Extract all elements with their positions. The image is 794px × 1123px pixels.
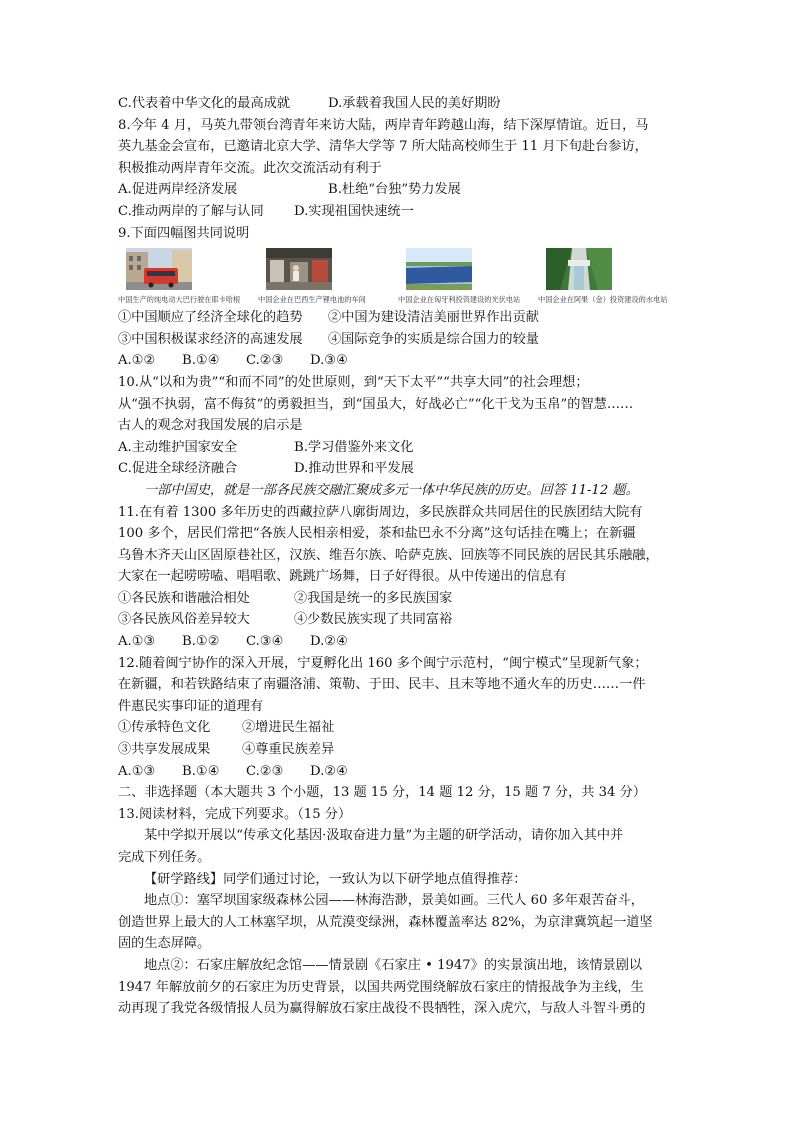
q11-stem-2: 100 多个，居民们常把“各族人民相亲相爱，茶和盐巴永不分离”这句话挂在嘴上；在新疆	[118, 526, 636, 542]
q10-options-cd	[118, 458, 678, 480]
figure-factory	[258, 248, 390, 305]
option-c: C.推动两岸的了解与认同	[118, 203, 264, 219]
q8-options-cd	[118, 201, 678, 223]
choice-d: D.②④	[310, 634, 348, 650]
q11-stem-3: 乌鲁木齐天山区固原巷社区，汉族、维吾尔族、哈萨克族、回族等不同民族的居民其乐融融，	[118, 547, 659, 563]
page-content	[118, 93, 678, 1020]
option-a: A.主动维护国家安全	[118, 439, 238, 455]
q9-stem: 9.下面四幅图共同说明	[118, 225, 250, 241]
choice-d: D.②④	[310, 763, 348, 779]
q10-options-ab	[118, 437, 678, 459]
option-2: ②中国为建设清洁美丽世界作出贡献	[328, 310, 539, 326]
q9-options-12	[118, 307, 678, 329]
q10-stem-2: 从“强不执弱，富不侮贫”的勇毅担当，到“国虽大，好战必亡”“化干戈为玉帛”的智慧……	[118, 396, 634, 412]
q12-stem-1: 12.随着闽宁协作的深入开展，宁夏孵化出 160 多个闽宁示范村，“闽宁模式”呈现新气象；	[118, 655, 648, 671]
q8-stem-3: 积极推动两岸青年交流。此次交流活动有利于	[118, 160, 382, 176]
option-3: ③中国积极谋求经济的高速发展	[118, 331, 303, 347]
option-b: B.杜绝“台独”势力发展	[328, 182, 461, 198]
q11-options-34	[118, 609, 678, 631]
q13-para-1: 某中学拟开展以“传承文化基因·汲取奋进力量”为主题的研学活动，请你加入其中并	[144, 828, 624, 844]
option-b: B.学习借鉴外来文化	[294, 439, 414, 455]
q7-options-cd	[118, 93, 678, 115]
choice-c: C.②③	[246, 763, 284, 779]
choice-a: A.①③	[118, 634, 156, 650]
q12-options-34	[118, 739, 678, 761]
option-4: ④尊重民族差异	[242, 742, 335, 758]
q13-para-3-cont: 创造世界上最大的人工林塞罕坝，从荒漠变绿洲，森林覆盖率达 82%，为京津冀筑起一道坚	[118, 914, 653, 930]
q13-para-4-cont: 1947 年解放前夕的石家庄为历史背景，以国共两党围绕解放石家庄的情报战争为主线，生	[118, 979, 644, 995]
figure-solar	[398, 248, 530, 305]
option-2: ②增进民生福祉	[242, 720, 335, 736]
option-3: ③各民族风俗差异较大	[118, 612, 250, 628]
q13-para-3-end: 固的生态屏障。	[118, 936, 211, 952]
option-d: D.推动世界和平发展	[294, 461, 414, 477]
q11-options-12	[118, 588, 678, 610]
q12-stem-3: 件惠民实事印证的道理有	[118, 698, 264, 714]
factory-workshop-photo-icon	[266, 248, 332, 290]
q8-options-ab	[118, 179, 678, 201]
option-1: ①中国顺应了经济全球化的趋势	[118, 310, 303, 326]
option-4: ④国际竞争的实质是综合国力的较量	[328, 331, 539, 347]
q10-stem-1: 10.从“以和为贵”“和而不同”的处世原则，到“天下太平”“共享大同”的社会理想；	[118, 374, 589, 390]
choice-a: A.①②	[118, 353, 156, 369]
figure-caption: 中国生产的纯电动大巴行驶在耶卡哈根	[118, 295, 241, 305]
q11-choices	[118, 631, 678, 653]
choice-c: C.②③	[246, 353, 284, 369]
q12-stem-2: 在新疆，和若铁路结束了南疆洛浦、策勒、于田、民丰、且末等地不通火车的历史……一件	[118, 677, 646, 693]
choice-b: B.①②	[182, 634, 220, 650]
q13-para-4: 地点②：石家庄解放纪念馆——情景剧《石家庄 • 1947》的实景演出地，该情景剧以	[144, 957, 643, 973]
q13-para-3: 地点①：塞罕坝国家级森林公园——林海浩渺，景美如画。三代人 60 多年艰苦奋斗，	[144, 893, 644, 909]
q11-12-intro: 一部中国史，就是一部各民族交融汇聚成多元一体中华民族的历史。回答 11-12 题。	[144, 482, 639, 498]
q8-stem-1: 8.今年 4 月，马英九带领台湾青年来访大陆，两岸青年跨越山海，结下深厚情谊。近日，马	[118, 117, 649, 133]
q11-stem-4: 大家在一起唠唠嗑、唱唱歌、跳跳广场舞，日子好得很。从中传递出的信息有	[118, 569, 567, 585]
q9-figures	[118, 248, 678, 305]
q8-stem-2: 英九基金会宣布，已邀请北京大学、清华大学等 7 所大陆高校师生于 11 月下旬赴台参访，	[118, 139, 648, 155]
q13-para-1-cont: 完成下列任务。	[118, 850, 211, 865]
option-d: D.实现祖国快速统一	[294, 203, 414, 219]
q9-choices	[118, 350, 678, 372]
choice-a: A.①③	[118, 763, 156, 779]
q11-stem-1: 11.在有着 1300 多年历史的西藏拉萨八廓街周边，多民族群众共同居住的民族团结大院有	[118, 504, 643, 520]
hydropower-dam-photo-icon	[546, 248, 612, 290]
q13-stem: 13.阅读材料，完成下列要求。（15 分）	[118, 806, 352, 822]
choice-b: B.①④	[182, 763, 220, 779]
choice-b: B.①④	[182, 353, 220, 369]
option-2: ②我国是统一的多民族国家	[294, 590, 453, 606]
q10-stem-3: 古人的观念对我国发展的启示是	[118, 418, 303, 434]
option-4: ④少数民族实现了共同富裕	[294, 612, 453, 628]
q9-options-34	[118, 329, 678, 351]
q12-options-12	[118, 717, 678, 739]
option-c: C.代表着中华文化的最高成就	[118, 96, 291, 111]
option-c: C.促进全球经济融合	[118, 461, 238, 477]
option-d: D.承载着我国人民的美好期盼	[328, 96, 501, 111]
q12-choices	[118, 761, 678, 783]
option-a: A.促进两岸经济发展	[118, 182, 238, 198]
option-1: ①传承特色文化	[118, 720, 211, 736]
figure-hydro	[538, 248, 670, 305]
figure-bus	[118, 248, 250, 305]
q13-para-2: 【研学路线】同学们通过讨论，一致认为以下研学地点值得推荐：	[144, 871, 527, 887]
figure-caption: 中国企业在阿果（金）投资建设的水电站	[538, 295, 668, 305]
figure-caption: 中国企业在匈牙利投资建设的光伏电站	[398, 295, 521, 305]
section-2-heading: 二、非选择题（本大题共 3 个小题，13 题 15 分，14 题 12 分，15 题 7 分，共 34 分）	[118, 785, 647, 801]
q13-para-4-cont-2: 动再现了我党各级情报人员为赢得解放石家庄战役不畏牺牲，深入虎穴，与敌人斗智斗勇的	[118, 1001, 646, 1017]
solar-plant-photo-icon	[406, 248, 472, 290]
choice-c: C.③④	[246, 634, 284, 650]
bus-street-photo-icon	[126, 248, 192, 290]
option-3: ③共享发展成果	[118, 742, 211, 758]
choice-d: D.③④	[310, 353, 348, 369]
figure-caption: 中国企业在巴西生产锂电池的车间	[258, 295, 366, 305]
option-1: ①各民族和谐融洽相处	[118, 590, 250, 606]
